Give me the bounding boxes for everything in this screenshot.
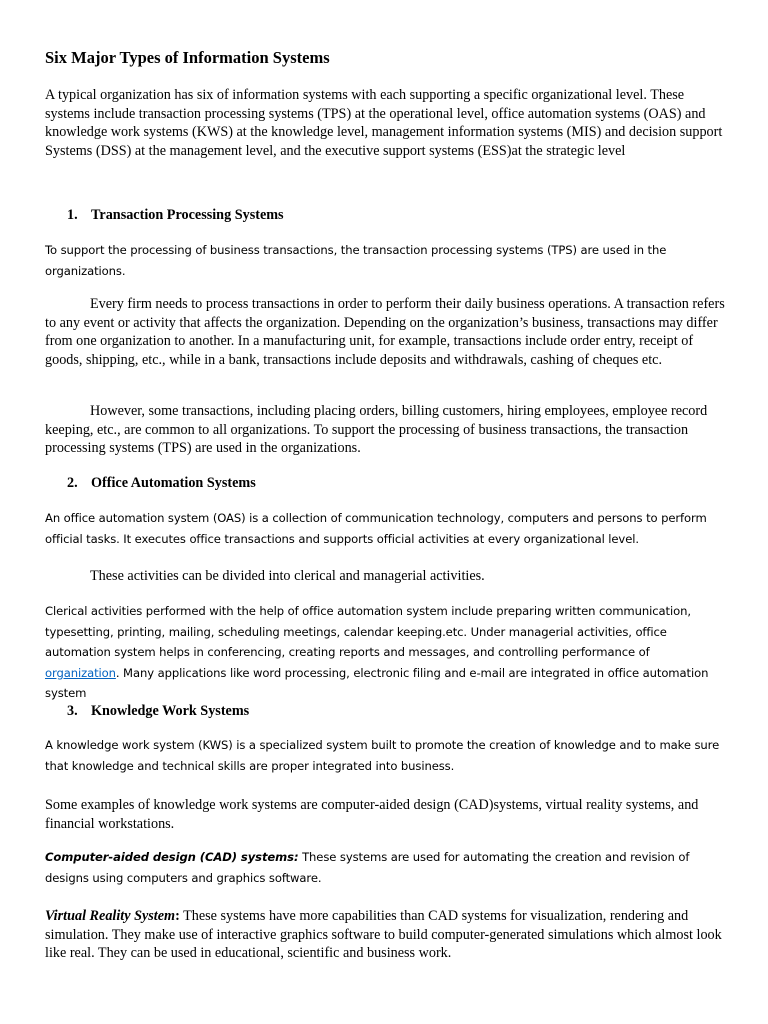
section-title: Office Automation Systems <box>91 475 256 491</box>
oas-paragraph-1: An office automation system (OAS) is a collection of communication technology, computers and persons to perform official tasks. It executes office transactions and supports official activities at every organizational level. <box>45 511 707 546</box>
kws-paragraph-2: Some examples of knowledge work systems are computer-aided design (CAD)systems, virtual reality systems, and financial workstations. <box>45 797 699 832</box>
oas-paragraph-3-text: Clerical activities performed with the help of office automation system include preparing written communication, typesetting, printing, mailing, scheduling meetings, calendar keeping.etc. Under managerial activities, office automation system helps in conferencing, creating reports and messages, and controlling performance of <box>45 604 691 659</box>
section-title: Knowledge Work Systems <box>91 703 250 719</box>
section-number: 3. <box>67 703 78 719</box>
section-title: Transaction Processing Systems <box>91 207 284 223</box>
oas-paragraph-3-text-end: . Many applications like word processing, electronic filing and e-mail are integrated in office automation system <box>45 665 709 700</box>
vr-paragraph <box>45 907 725 963</box>
section-heading-tps <box>45 206 747 224</box>
kws-paragraph-1: A knowledge work system (KWS) is a specialized system built to promote the creation of knowledge and to make sure that knowledge and technical skills are proper integrated into business. <box>45 738 720 773</box>
section-heading-oas <box>45 474 747 492</box>
section-number: 1. <box>67 207 78 223</box>
tps-paragraph-1: To support the processing of business transactions, the transaction processing systems (TPS) are used in the organizations. <box>45 243 667 278</box>
vr-colon: : <box>175 908 180 924</box>
oas-paragraph-3 <box>45 601 725 704</box>
vr-term: Virtual Reality System <box>45 908 176 924</box>
section-heading-kws <box>45 702 747 720</box>
cad-description: These systems are used for automating the creation and revision of designs using computers and graphics software. <box>45 850 690 885</box>
cad-term: Computer-aided design (CAD) systems: <box>45 850 299 864</box>
tps-paragraph-3: However, some transactions, including placing orders, billing customers, hiring employees, employee record keeping, etc., are common to all organizations. To support the processing of business transactions, the transaction processing systems (TPS) are used in the organizations. <box>45 403 708 457</box>
tps-paragraph-2: Every firm needs to process transactions in order to perform their daily business operations. A transaction refers to any event or activity that affects the organization. Depending on the organization’s business, transactions may differ from one organization to another. In a manufacturing unit, for example, transactions include order entry, receipt of goods, shipping, etc., while in a bank, transactions include deposits and withdrawals, cashing of cheques etc. <box>45 296 725 368</box>
document-title: Six Major Types of Information Systems <box>45 48 330 67</box>
organization-link[interactable]: organization <box>45 665 116 680</box>
oas-paragraph-2: These activities can be divided into clerical and managerial activities. <box>90 568 485 584</box>
cad-paragraph <box>45 847 725 888</box>
section-number: 2. <box>67 475 78 491</box>
vr-description: These systems have more capabilities than CAD systems for visualization, rendering and simulation. They make use of interactive graphics software to build computer-generated simulations which almost look like real. They can be used in educational, scientific and business work. <box>45 908 722 962</box>
intro-paragraph: A typical organization has six of information systems with each supporting a specific organizational level. These systems include transaction processing systems (TPS) at the operational level, office automation systems (OAS) and knowledge work systems (KWS) at the knowledge level, management information systems (MIS) and decision support Systems (DSS) at the management level, and the executive support systems (ESS)at the strategic level <box>45 87 723 159</box>
